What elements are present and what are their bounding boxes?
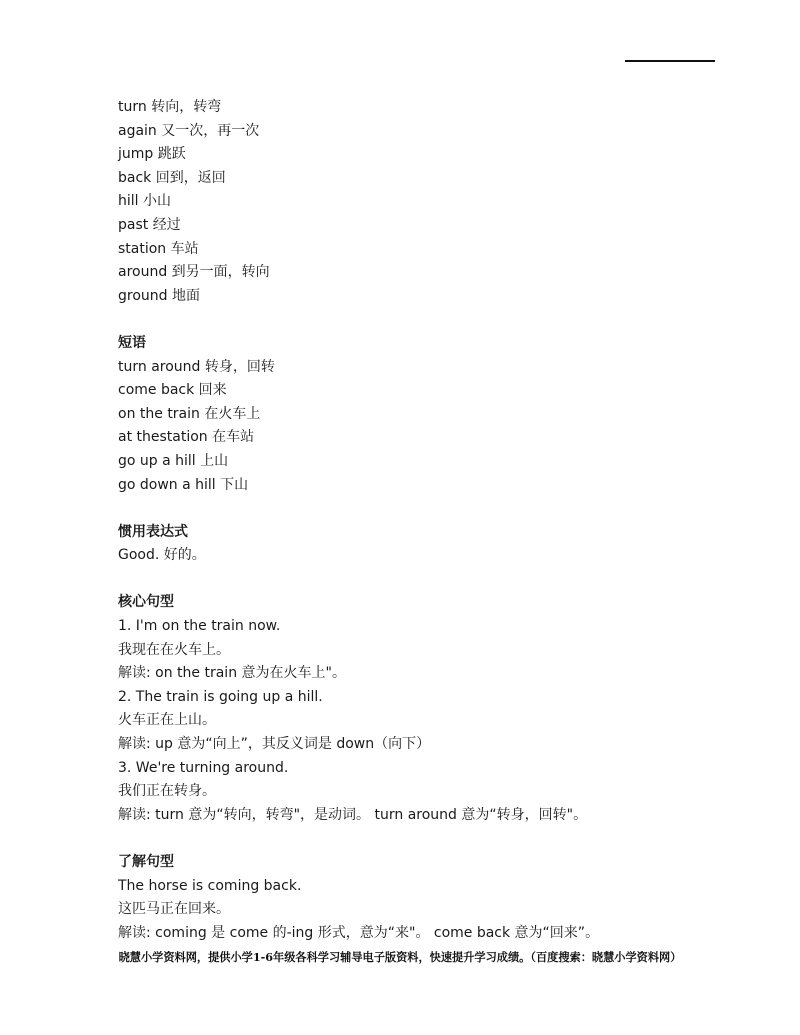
section-spacer [118,497,758,521]
understand-sentence-line: The horse is coming back. [118,877,302,894]
vocab-item: jump 跳跃 [118,146,186,163]
core-sentence-line: 解读: on the train 意为在火车上"。 [118,665,346,682]
vocab-item: station 车站 [118,240,199,257]
phrase-item: go down a hill 下山 [118,476,249,493]
core-sentences-heading: 核心句型 [118,594,174,611]
understand-sentence-line: 解读: coming 是 come 的-ing 形式，意为“来"。 come back 意为“回来”。 [118,924,600,941]
understand-sentence-line: 这匹马正在回来。 [118,901,230,918]
vocab-item: ground 地面 [118,287,200,304]
vocab-item: again 又一次，再一次 [118,122,260,139]
vocab-item: hill 小山 [118,193,171,210]
expressions-heading: 惯用表达式 [118,523,188,540]
core-sentence-line: 1. I'm on the train now. [118,618,281,635]
vocab-item: turn 转向，转弯 [118,99,222,115]
core-sentence-line: 2. The train is going up a hill. [118,688,323,705]
understand-sentences-heading: 了解句型 [118,854,174,870]
section-spacer [118,308,758,332]
core-sentences-section [118,591,758,827]
vocab-item: back 回到，返回 [118,169,226,186]
understand-sentences-section [118,851,758,945]
phrase-item: at thestation 在车站 [118,429,255,446]
core-sentence-line: 我们正在转身。 [118,783,216,800]
phrase-item: turn around 转身，回转 [118,358,275,375]
vocabulary-section [118,96,758,308]
core-sentence-line: 解读: turn 意为“转向，转弯"，是动词。 turn around 意为“转身，回转"。 [118,806,588,823]
core-sentence-line: 火车正在上山。 [118,712,216,729]
header-rule [625,60,715,62]
phrases-heading: 短语 [118,334,146,351]
core-sentence-line: 我现在在火车上。 [118,641,230,658]
section-spacer [118,568,758,592]
core-sentence-line: 3. We're turning around. [118,759,289,776]
expression-item: Good. 好的。 [118,547,206,564]
expressions-section [118,521,758,568]
vocab-item: around 到另一面，转向 [118,264,270,281]
phrase-item: on the train 在火车上 [118,405,261,422]
document-body [118,96,758,945]
phrase-item: come back 回来 [118,382,227,399]
phrases-section [118,332,758,497]
section-spacer [118,827,758,851]
vocab-item: past 经过 [118,216,181,233]
phrase-item: go up a hill 上山 [118,452,229,469]
page-footer: 晓慧小学资料网，提供小学1-6年级各科学习辅导电子版资料，快速提升学习成绩。（百度搜索：晓慧小学资料网） [118,950,682,964]
core-sentence-line: 解读: up 意为“向上”，其反义词是 down（向下） [118,736,431,753]
